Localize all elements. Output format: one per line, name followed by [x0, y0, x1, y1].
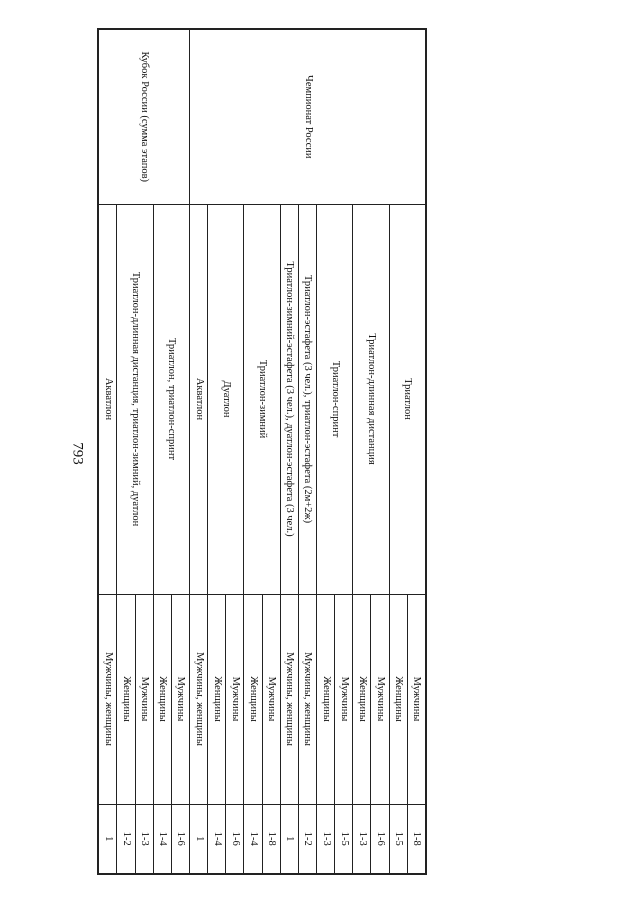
places-cell: 1-3 [135, 804, 153, 874]
places-cell: 1 [280, 804, 298, 874]
places-cell: 1-6 [171, 804, 189, 874]
group-cell: Мужчины [262, 594, 280, 804]
group-cell: Мужчины [407, 594, 426, 804]
places-cell: 1-6 [226, 804, 244, 874]
discipline-cell: Триатлон, триатлон-спринт [153, 204, 189, 594]
discipline-cell: Акватлон [189, 204, 207, 594]
rotated-table-container [97, 28, 427, 873]
discipline-cell: Триатлон-зимний [244, 204, 280, 594]
places-cell: 1-4 [244, 804, 262, 874]
group-cell: Мужчины, женщины [189, 594, 207, 804]
places-cell: 1-3 [353, 804, 371, 874]
discipline-cell: Триатлон-длинная дистанция [353, 204, 389, 594]
competition-cell: Кубок России (сумма этапов) [98, 29, 189, 204]
places-cell: 1-2 [117, 804, 135, 874]
competition-cell: Чемпионат России [189, 29, 426, 204]
places-cell: 1-8 [407, 804, 426, 874]
table-body [98, 29, 426, 874]
discipline-cell: Триатлон-зимний-эстафета (3 чел.), дуатлон-эстафета (3 чел.) [280, 204, 298, 594]
group-cell: Женщины [117, 594, 135, 804]
places-cell: 1-2 [298, 804, 316, 874]
discipline-cell: Триатлон-эстафета (3 чел.), триатлон-эстафета (2м+2ж) [298, 204, 316, 594]
places-cell: 1-5 [335, 804, 353, 874]
rotated-table-frame [97, 28, 427, 873]
group-cell: Мужчины [335, 594, 353, 804]
group-cell: Мужчины [226, 594, 244, 804]
places-cell: 1-5 [389, 804, 407, 874]
discipline-cell: Акватлон [98, 204, 117, 594]
group-cell: Мужчины [171, 594, 189, 804]
discipline-cell: Триатлон-длинная дистанция, триатлон-зимний, дуатлон [117, 204, 153, 594]
group-cell: Женщины [316, 594, 334, 804]
discipline-cell: Триатлон-спринт [316, 204, 352, 594]
group-cell: Мужчины, женщины [280, 594, 298, 804]
places-cell: 1-8 [262, 804, 280, 874]
group-cell: Мужчины [371, 594, 389, 804]
group-cell: Мужчины, женщины [98, 594, 117, 804]
results-table [97, 28, 427, 875]
places-cell: 1-4 [153, 804, 171, 874]
table-row [407, 29, 426, 874]
group-cell: Женщины [244, 594, 262, 804]
page-number: 793 [69, 442, 86, 465]
group-cell: Женщины [208, 594, 226, 804]
places-cell: 1 [189, 804, 207, 874]
places-cell: 1-6 [371, 804, 389, 874]
group-cell: Женщины [389, 594, 407, 804]
places-cell: 1-4 [208, 804, 226, 874]
group-cell: Мужчины, женщины [298, 594, 316, 804]
group-cell: Женщины [353, 594, 371, 804]
places-cell: 1-3 [316, 804, 334, 874]
table-row [171, 29, 189, 874]
group-cell: Мужчины [135, 594, 153, 804]
discipline-cell: Триатлон [389, 204, 426, 594]
discipline-cell: Дуатлон [208, 204, 244, 594]
places-cell: 1 [98, 804, 117, 874]
group-cell: Женщины [153, 594, 171, 804]
